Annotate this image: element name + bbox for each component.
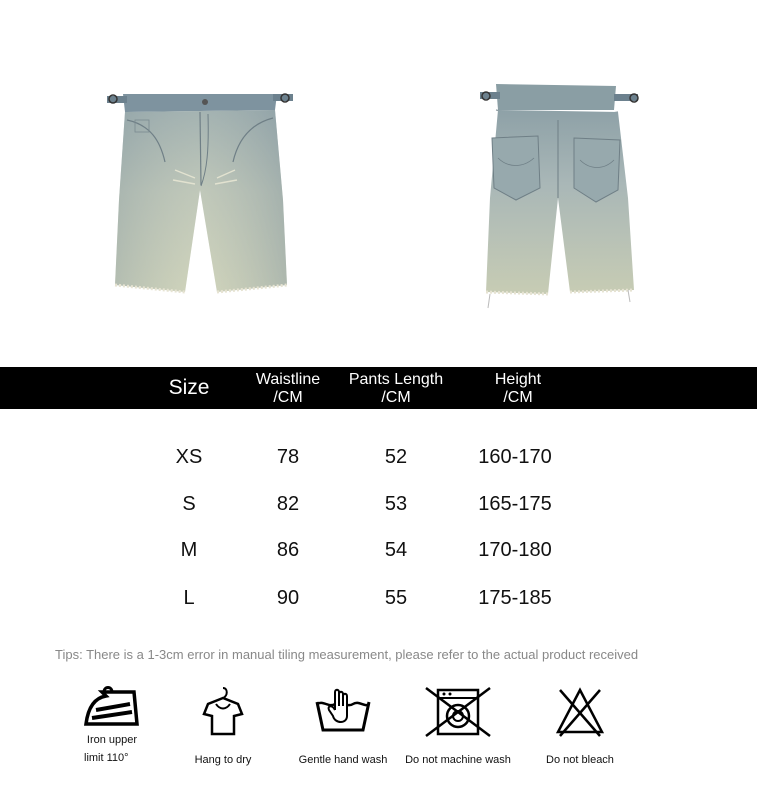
care-label-hang-dry: Hang to dry	[194, 754, 252, 766]
cell-waistline: 78	[276, 446, 300, 468]
no-bleach-icon	[554, 684, 606, 740]
cell-height: 170-180	[478, 539, 552, 561]
header-waistline-unit: /CM	[273, 389, 303, 406]
care-item-hang-dry	[183, 684, 263, 770]
cell-pants-length: 54	[384, 539, 408, 561]
header-pants-length	[340, 371, 452, 407]
header-height-label: Height	[494, 371, 542, 388]
header-pants-length-unit: /CM	[381, 389, 411, 406]
product-photos	[0, 0, 757, 360]
cell-size: S	[182, 493, 196, 515]
iron-icon	[82, 684, 142, 730]
size-table-header	[0, 367, 757, 409]
no-machine-wash-icon	[422, 684, 494, 740]
table-row	[0, 493, 757, 523]
cell-pants-length: 52	[384, 446, 408, 468]
cell-size: L	[183, 587, 195, 609]
care-label-iron-line1: Iron upper	[86, 734, 138, 746]
care-item-hand-wash	[293, 684, 393, 770]
hang-dry-icon	[200, 684, 246, 738]
care-item-iron	[72, 684, 152, 768]
header-waistline	[246, 371, 330, 407]
header-height	[478, 371, 558, 407]
header-pants-length-label: Pants Length	[348, 371, 444, 388]
shorts-front-image	[105, 80, 295, 305]
care-label-no-machine-wash: Do not machine wash	[405, 754, 511, 766]
hand-wash-icon	[313, 684, 373, 734]
cell-waistline: 90	[276, 587, 300, 609]
care-item-no-bleach	[530, 684, 630, 770]
table-row	[0, 539, 757, 569]
cell-size: M	[180, 539, 198, 561]
header-waistline-label: Waistline	[255, 371, 321, 388]
cell-height: 175-185	[478, 587, 552, 609]
cell-pants-length: 55	[384, 587, 408, 609]
care-label-no-bleach: Do not bleach	[546, 754, 614, 766]
cell-height: 165-175	[478, 493, 552, 515]
table-row	[0, 446, 757, 476]
care-item-no-machine-wash	[398, 684, 518, 770]
shorts-back-image	[478, 78, 643, 313]
measurement-tip: Tips: There is a 1-3cm error in manual tiling measurement, please refer to the actual product received	[55, 647, 639, 662]
cell-height: 160-170	[478, 446, 552, 468]
cell-size: XS	[175, 446, 203, 468]
care-label-iron-line2: limit 110°	[84, 752, 129, 764]
header-height-unit: /CM	[503, 389, 533, 406]
table-row	[0, 587, 757, 617]
cell-pants-length: 53	[384, 493, 408, 515]
header-size: Size	[168, 376, 210, 399]
cell-waistline: 82	[276, 493, 300, 515]
care-label-hand-wash: Gentle hand wash	[298, 754, 388, 766]
cell-waistline: 86	[276, 539, 300, 561]
care-instructions	[0, 684, 757, 794]
